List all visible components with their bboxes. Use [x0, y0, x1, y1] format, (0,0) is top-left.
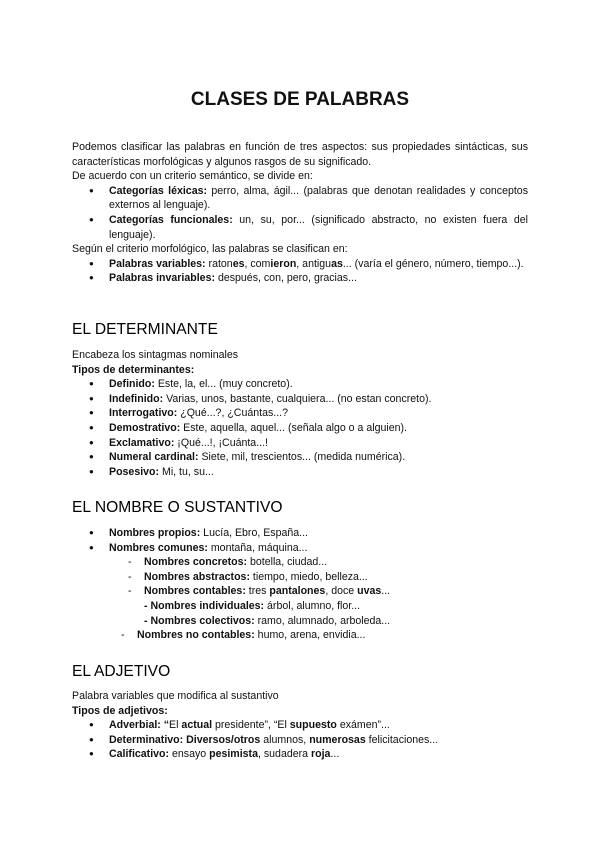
- semantic-list: [72, 184, 528, 242]
- adjetivo-section: [72, 689, 528, 762]
- adjetivo-list: [72, 718, 528, 762]
- dash-marker: -: [128, 556, 132, 569]
- list-item: ● Categorías funcionales: un, su, por... (significado abstracto, no existen fuera del lenguaje).: [72, 213, 528, 242]
- adjetivo-types-label: Tipos de adjetivos:: [72, 704, 168, 717]
- list-item: ● Exclamativo: ¡Qué...!, ¡Cuánta...!: [72, 436, 528, 451]
- sub-item-contables: - Nombres contables: tres pantalones, doce uvas...: [128, 585, 391, 598]
- page-title: CLASES DE PALABRAS: [190, 89, 410, 110]
- list-item: ● Indefinido: Varias, unos, bastante, cualquiera... (no estan concreto).: [72, 392, 528, 407]
- sub-item-colectivos: - Nombres colectivos: ramo, alumnado, arboleda...: [144, 614, 391, 627]
- adjetivo-description: Palabra variables que modifica al sustantivo: [72, 690, 279, 702]
- list-item: ● Adverbial: “El actual presidente”, “El supuesto exámen”...: [72, 718, 528, 733]
- list-item: ● Interrogativo: ¿Qué...?, ¿Cuántas...?: [72, 406, 528, 421]
- list-item: ● Nombres propios: Lucía, Ebro, España...: [72, 526, 528, 541]
- semantic-intro: De acuerdo con un criterio semántico, se divide en:: [72, 170, 313, 183]
- sustantivo-list: [72, 526, 528, 555]
- list-item: ● Nombres comunes: montaña, máquina...: [72, 541, 528, 556]
- list-item: ● Categorías léxicas: perro, alma, ágil... (palabras que denotan realidades y conceptos externos al lenguaje).: [72, 184, 528, 213]
- list-item: ● Palabras invariables: después, con, pero, gracias...: [72, 271, 528, 286]
- dash-marker: -: [121, 629, 125, 642]
- intro-section: [72, 140, 528, 286]
- determinante-list: [72, 377, 528, 479]
- sub-item-individuales: - Nombres individuales: árbol, alumno, flor...: [144, 599, 361, 612]
- determinante-description: Encabeza los sintagmas nominales: [72, 349, 239, 361]
- list-item: ● Calificativo: ensayo pesimista, sudadera roja...: [72, 747, 528, 762]
- list-item: ● Posesivo: Mi, tu, su...: [72, 465, 528, 480]
- sustantivo-section: [72, 526, 528, 643]
- section-heading-sustantivo: EL NOMBRE O SUSTANTIVO: [72, 499, 283, 516]
- list-item: ● Definido: Este, la, el... (muy concreto).: [72, 377, 528, 392]
- dash-marker: -: [128, 585, 132, 598]
- intro-paragraph: Podemos clasificar las palabras en función de tres aspectos: sus propiedades sintácticas, sus características morfológicas y algunos rasgos de su significado.: [72, 141, 528, 168]
- section-heading-determinante: EL DETERMINANTE: [72, 321, 218, 338]
- dash-marker: -: [128, 570, 132, 583]
- sub-item-concretos: - Nombres concretos: botella, ciudad...: [128, 556, 328, 569]
- list-item: ● Palabras variables: ratones, comieron, antiguas... (varía el género, número, tiempo...).: [72, 257, 528, 272]
- list-item: ● Demostrativo: Este, aquella, aquel... (señala algo o a alguien).: [72, 421, 528, 436]
- sub-item-no-contables: - Nombres no contables: humo, arena, envidia...: [121, 629, 366, 642]
- determinante-types-label: Tipos de determinantes:: [72, 363, 195, 376]
- morph-list: [72, 257, 528, 286]
- list-item: ● Numeral cardinal: Siete, mil, trescientos... (medida numérica).: [72, 450, 528, 465]
- section-heading-adjetivo: EL ADJETIVO: [72, 663, 171, 680]
- morph-intro: Según el criterio morfológico, las palabras se clasifican en:: [72, 243, 348, 256]
- sub-item-abstractos: - Nombres abstractos: tiempo, miedo, belleza...: [128, 570, 368, 583]
- determinante-section: [72, 348, 528, 479]
- list-item: ● Determinativo: Diversos/otros alumnos, numerosas felicitaciones...: [72, 733, 528, 748]
